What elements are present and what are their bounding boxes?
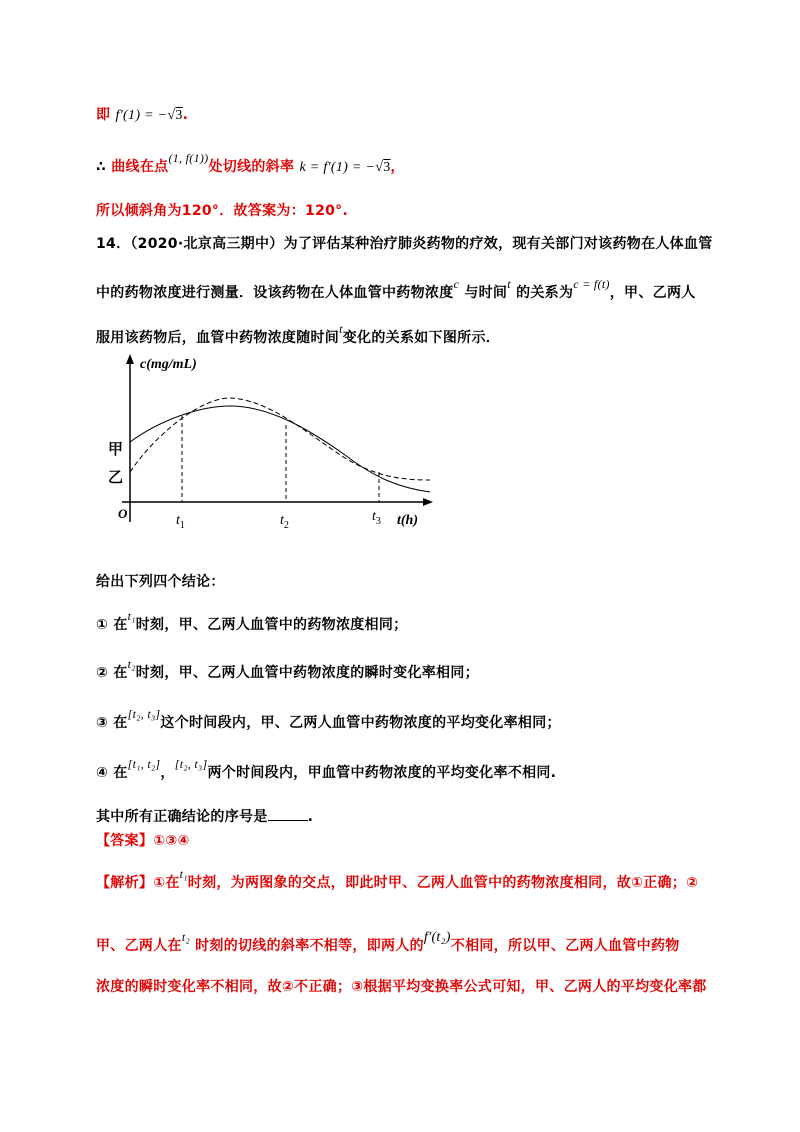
e2-var: t₂ — [181, 930, 190, 944]
c1-prefix: ① 在 — [96, 617, 128, 633]
curve-jia — [130, 406, 430, 492]
concentration-time-figure — [100, 350, 440, 540]
c4-interval-2: [t₂, t₃] — [174, 757, 208, 771]
therefore-symbol: ∴ — [96, 159, 107, 175]
c4-text: 两个时间段内，甲血管中药物浓度的平均变化率不相同. — [207, 765, 557, 781]
x-axis-label: t(h) — [397, 513, 418, 528]
e2-prefix: 甲、乙两人在 — [96, 938, 182, 954]
question-line-3 — [96, 322, 501, 347]
sqrt-radical: √ — [167, 108, 176, 123]
sqrt-value-2: 3 — [383, 160, 391, 175]
e1-var: t₁ — [179, 867, 188, 881]
solution-line-3: 所以倾斜角为120°．故答案为：120°. — [96, 203, 349, 219]
q3-text-b: 变化的关系如下图所示． — [342, 330, 501, 346]
text-curve-at-point: 曲线在点 — [111, 159, 169, 175]
label-jia: 甲 — [108, 440, 124, 458]
c3-interval: [t₂, t₃] — [127, 707, 161, 721]
q2-text-b: 与时间 — [464, 285, 508, 301]
math-k: k = f′(1) = − — [299, 160, 376, 175]
question-line-2 — [96, 277, 696, 302]
q2-text-e: ，甲、乙两人 — [609, 285, 696, 301]
e2-text-c: 不相同，所以甲、乙两人血管中药物 — [450, 938, 680, 954]
explanation-line-1 — [96, 867, 699, 892]
conclusion-3 — [96, 707, 561, 732]
answer-blank — [268, 808, 308, 821]
given-line: 给出下列四个结论： — [96, 574, 225, 590]
c2-text: 时刻，甲、乙两人血管中药物浓度的瞬时变化率相同； — [135, 665, 479, 681]
c4-prefix: ④ 在 — [96, 765, 128, 781]
t1-label: $t_1$ — [176, 513, 185, 531]
answer-value: ①③④ — [153, 833, 190, 849]
text-ji: 即 — [96, 107, 111, 123]
q3-var-t: t — [339, 322, 343, 336]
sqrt-value: 3 — [175, 108, 183, 123]
t3-label: $t_3$ — [372, 509, 381, 527]
solution-line-2 — [96, 151, 405, 176]
y-axis-arrow — [126, 354, 134, 364]
period: . — [182, 107, 189, 123]
ask-line — [96, 806, 313, 826]
solution-line-1 — [96, 104, 188, 124]
question-line-1: 14．（2020·北京高三期中）为了评估某种治疗肺炎药物的疗效，现有关部门对该药物在人体血管 — [96, 236, 713, 252]
answer-label: 【答案】 — [96, 833, 154, 849]
t2-label: $t_2$ — [280, 513, 289, 531]
e1-text: 时刻，为两图象的交点，即此时甲、乙两人血管中的药物浓度相同，故①正确；② — [187, 875, 699, 891]
c3-prefix: ③ 在 — [96, 715, 128, 731]
explanation-label: 【解析】 — [96, 875, 154, 891]
ask-period: . — [307, 809, 314, 825]
comma: ， — [390, 159, 405, 175]
ask-text: 其中所有正确结论的序号是 — [96, 809, 268, 825]
c2-prefix: ② 在 — [96, 665, 128, 681]
y-axis-label: c(mg/mL) — [140, 357, 197, 372]
c2-var: t₂ — [127, 657, 136, 671]
q2-text-a: 中的药物浓度进行测量．设该药物在人体血管中药物浓度 — [96, 285, 454, 301]
text-tangent-slope: 处切线的斜率 — [208, 159, 295, 175]
math-fprime-1: f′(1) = − — [115, 108, 168, 123]
q2-text-d: 的关系为 — [516, 285, 574, 301]
origin-label: O — [118, 506, 128, 521]
c3-text: 这个时间段内，甲、乙两人血管中药物浓度的平均变化率相同； — [160, 715, 561, 731]
sqrt-radical-2: √ — [375, 160, 384, 175]
q2-var-t: t — [507, 277, 511, 291]
conclusion-4 — [96, 757, 557, 782]
curve-yi — [130, 398, 430, 480]
c1-text: 时刻，甲、乙两人血管中的药物浓度相同； — [135, 617, 408, 633]
explanation-line-3: 浓度的瞬时变化率不相同，故②不正确；③根据平均变换率公式可知，甲、乙两人的平均变化率都 — [96, 979, 707, 995]
q3-text-a: 服用该药物后，血管中药物浓度随时间 — [96, 330, 340, 346]
conclusion-2 — [96, 657, 479, 682]
answer-line — [96, 830, 190, 850]
q2-func: c = f(t) — [573, 277, 610, 291]
explanation-line-2 — [96, 930, 680, 955]
q2-var-c: c — [453, 277, 460, 291]
c4-sep: ， — [160, 765, 175, 781]
e2-text: 时刻的切线的斜率不相等，即两人的 — [195, 938, 424, 954]
c1-var: t₁ — [127, 609, 136, 623]
e1-prefix: ①在 — [153, 875, 180, 891]
x-axis-arrow — [423, 498, 433, 506]
c4-interval-1: [t₁, t₂] — [127, 757, 161, 771]
label-yi: 乙 — [108, 468, 124, 486]
math-point: (1, f(1)) — [168, 151, 209, 165]
e2-func: f′(t₂) — [423, 930, 451, 945]
conclusion-1 — [96, 609, 408, 634]
